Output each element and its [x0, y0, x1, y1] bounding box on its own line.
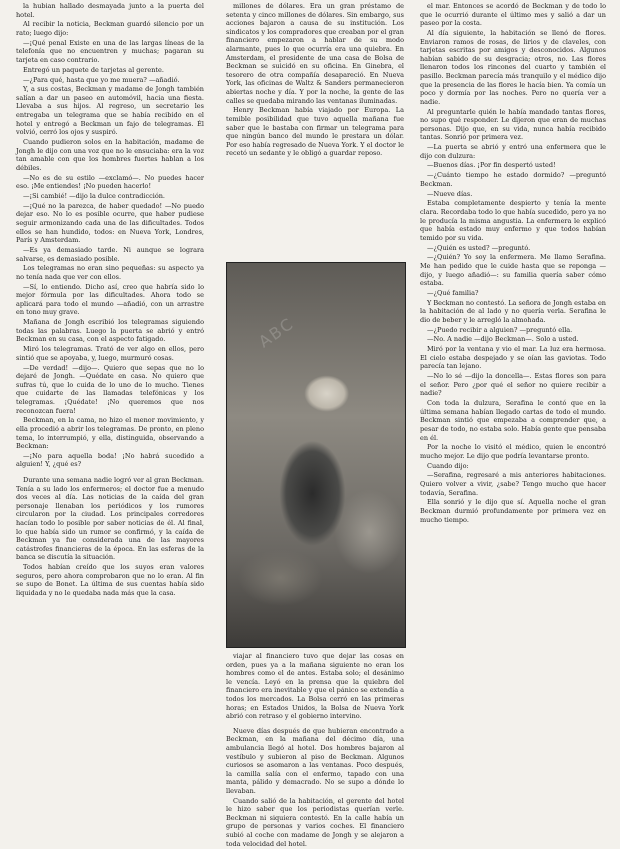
paragraph: Al día siguiente, la habitación se llenó de flores. Enviaron ramos de rosas, de lirios y de claveles, con tarjetas escritas por amigos y desconocidos. Algunos habían sabido de su desgracia; otros, no. Las flores llenaron todos los rincones del cuarto y también el pasillo. Beckman parecía más tranquilo y el médico dijo que la presencia de las flores le hacía bien. Ya comía un poco y dormía por las noches. Pero no quería ver a nadie. [420, 28, 606, 106]
paragraph: Miró por la ventana y vio el mar. La luz era hermosa. El cielo estaba despejado y se oían las gaviotas. Todo parecía tan lejano. [420, 345, 606, 371]
watermark-icon: ABC [255, 313, 298, 352]
paragraph: Con toda la dulzura, Serafina le contó que en la última semana habían llegado cartas de todo el mundo. Beckman sintió que empezaba a comprender que, a pesar de todo, no estaba solo. Había gente que pensaba en él. [420, 399, 606, 442]
paragraph: Al preguntarle quién le había mandado tantas flores, no supo qué responder. Le dijeron que eran de muchas personas. Dijo que, en su vida, nunca había recibido tantas. Sonrió por primera vez. [420, 107, 606, 142]
article-photo [226, 262, 406, 648]
paragraph: —La puerta se abrió y entró una enfermera que le dijo con dulzura: [420, 143, 606, 160]
paragraph: —¿Puedo recibir a alguien? —preguntó ella. [427, 325, 573, 334]
paragraph: —Sí, lo entiendo. Dicho así, creo que habría sido lo mejor fórmula por las dificultades. Ahora todo se aplicará para todo el mundo —añadió, con un arrastre en tono muy grave. [16, 282, 204, 317]
paragraph: Y Beckman no contestó. La señora de Jongh estaba en la habitación de al lado y no quería verla. Serafina le dio de beber y le arregló la almohada. [420, 298, 606, 324]
paragraph: —Nueve días. [427, 189, 473, 198]
paragraph: —De verdad! —dijo—. Quiero que sepas que no lo dejaré de Jongh. —Quédate en casa. No quiero que sufras tú, que lo cuida de lo uno de lo mucho. Tienes que cuidarte de las llamadas telefónicas y los telegramas. ¡Quédate! ¡No queremos que nos reconozcan fuera! [16, 363, 204, 415]
paragraph: el mar. Entonces se acordó de Beckman y de todo lo que le ocurrió durante el último mes y salió a dar un paseo por la costa. [420, 2, 606, 28]
paragraph: —¿Cuánto tiempo he estado dormido? —preguntó Beckman. [420, 171, 606, 188]
paragraph: Cuando pudieron solos en la habitación, madame de Jongh le dijo con una voz que no le ensuciaba: era la voz tan amable con que los hombres fuertes hablan a los débiles. [16, 138, 204, 172]
paragraph: Cuando dijo: [427, 461, 469, 470]
paragraph: —¿Quién es usted? —preguntó. [427, 243, 531, 252]
column-2-top [226, 2, 404, 159]
paragraph: Mañana de Jongh escribió los telegramas siguiendo todas las palabras. Luego la puerta se abrió y entró Beckman en su casa, con el aspecto fatigado. [16, 318, 204, 344]
paragraph: Durante una semana nadie logró ver al gran Beckman. Tenía a su lado los enfermeros; el doctor fue a menudo dos veces al día. Las noticias de la caída del gran personaje llenaban los periódicos y los rumores circularon por la ciudad. Los principales corredores hacían todo lo posible por saber noticias de él. Al final, lo que había sido un rumor se confirmó, y la caída de Beckman ya fue considerada una de las mayores catástrofes financieras de la época. En las esferas de la banca se discutía la situación. [16, 476, 204, 562]
paragraph: Todos habían creído que los suyos eran valores seguros, pero ahora comprobaron que no lo eran. Al fin se supo de Bonet. La última de sus cuentas había sido liquidada y no le quedaba nada más que la casa. [16, 563, 204, 597]
paragraph: —¡Qué penal Existe en una de las largas líneas de la telefonía que no encuentren y muchas; pagaran su tarjeta en caso contrario. [16, 38, 204, 64]
column-2-bottom [226, 652, 404, 849]
paragraph: —¡Si cambié! —dijo la dulce contradicción. [23, 191, 165, 200]
paragraph: —¡No para aquella boda! ¡No habrá sucedido a alguien! Y, ¿qué es? [16, 451, 204, 469]
paragraph: —Buenos días. ¡Por fin despertó usted! [427, 161, 556, 170]
paragraph: Al recibir la noticia, Beckman guardó silencio por un rato; luego dijo: [16, 20, 204, 37]
paragraph: —No. A nadie —dijo Beckman—. Solo a usted. [427, 335, 579, 344]
paragraph: —No es de su estilo —exclamó—. No puedes hacer eso. ¡Me entiendes! ¡No pueden hacerlo! [16, 173, 204, 191]
paragraph: viajar al financiero tuvo que dejar las cosas en orden, pues ya a la mañana siguiente no eran los hombres como el de antes. Estaba solo; el desánimo le vencía. Leyó en la prensa que la quiebra del financiero era inevitable y que el pánico se extendía a todos los mercados. La Bolsa cerró en las primeras horas; en Estados Unidos, la Bolsa de Nueva York abrió con retraso y el gobierno intervino. [226, 652, 405, 721]
column-3 [420, 2, 606, 525]
paragraph: Henry Beckman había viajado por Europa. La temible posibilidad que tuvo aquella mañana fue saber que le bastaba con firmar un telegrama para que ningún banco del mundo le prestara un dólar. Por eso había regresado de Nueva York. Y el doctor le recetó un sedante y le obligó a guardar reposo. [226, 106, 404, 158]
paragraph: —No lo sé —dijo la doncella—. Estas flores son para el señor. Pero ¿por qué el señor no quiere recibir a nadie? [420, 372, 606, 398]
column-1 [16, 2, 204, 599]
paragraph: —¿Quién? Yo soy la enfermera. Me llamo Serafina. Me han pedido que le cuide hasta que se reponga —dijo, y luego añadió—: su familia quería saber cómo estaba. [420, 253, 606, 288]
paragraph: Por la noche lo visitó el médico, quien le encontró mucho mejor. Le dijo que podría levantarse pronto. [420, 443, 606, 460]
paragraph: —¡Qué no la parezca, de haber quedado! —No puedo dejar eso. No lo es posible ocurre, que haber pudiese seguir armonizando cada una de las dificultades. Todos ellos se han hundido, todos: en Nueva York, Londres, París y Amsterdam. [16, 201, 204, 245]
paragraph: la hubian hallado desmayada junto a la puerta del hotel. [16, 2, 204, 19]
paragraph: Y, a sus costas, Beckman y madame de Jongh también salían a dar un paseo en automóvil, hacia una fiesta. Llevaba a sus hijos. Al regreso, un secretario les entregaba un telegrama que se había recibido en el hotel y entregó a Beckman un fajo de telegramas. Él volvió, cerró los ojos y suspiró. [16, 85, 204, 137]
paragraph: Miró los telegramas. Trató de ver algo en ellos, pero sintió que se apoyaba, y, luego, murmuró cosas. [16, 345, 204, 362]
paragraph: Los telegramas no eran sino pequeñas: su aspecto ya no tenía nada que ver con ellos. [16, 264, 204, 281]
paragraph: —¿Para qué, hasta que yo me muera? —añadió. [23, 75, 180, 84]
paragraph: —Serafina, regresaré a mis anteriores habitaciones. Quiero volver a vivir, ¿sabe? Tengo mucho que hacer todavía, Serafina. [420, 471, 606, 497]
paragraph: Cuando salió de la habitación, el gerente del hotel le hizo saber que los periodistas querían verle. Beckman ni siquiera contestó. En la calle había un grupo de personas y varios coches. El financiero subió al coche con madame de Jongh y se alejaron a toda velocidad del hotel. [226, 796, 404, 848]
paragraph: Beckman, en la cama, no hizo el menor movimiento, y ella procedió a abrir los telegramas. De pronto, en pleno tema, lo interrumpió, y ella, distinguida, observando a Beckman: [16, 416, 204, 451]
paragraph: Ella sonrió y le dijo que sí. Aquella noche el gran Beckman durmió profundamente por primera vez en mucho tiempo. [420, 498, 606, 524]
paragraph: Entregó un paquete de tarjetas al gerente. [23, 65, 164, 74]
paragraph: Nueve días después de que hubieran encontrado a Beckman, en la mañana del décimo día, una ambulancia llegó al hotel. Dos hombres bajaron al vestíbulo y subieron al piso de Beckman. Algunos curiosos se asomaron a las ventanas. Poco después, la camilla salía con el enfermo, tapado con una manta, pálido y demacrado. No se supo a dónde lo llevaban. [226, 726, 404, 795]
paragraph: millones de dólares. Era un gran préstamo de setenta y cinco millones de dólares. Sin embargo, sus acciones bajaron a causa de su institución. Los sindicatos y los compradores que creaban por el gran financiero empezaron a hablar de su modo alarmante, pues lo que ocurría era una quiebra. En Amsterdam, el presidente de una casa de Bolsa de Beckman se suicidó en su oficina. En Ginebra, el tesorero de otra compañía desapareció. En Nueva York, las oficinas de Waltz & Sanders permanecieron abiertas noche y día. Y por la noche, la gente de las calles se quedaba mirando las ventanas iluminadas. [226, 2, 404, 105]
paragraph: —¿Qué familia? [427, 288, 479, 297]
paragraph: Estaba completamente despierto y tenía la mente clara. Recordaba todo lo que había sucedido, pero ya no le producía la misma angustia. La enfermera le explicó que había estado muy enfermo y que todos habían temido por su vida. [420, 199, 606, 242]
paragraph: —Es ya demasiado tarde. Ni aunque se lograra salvarse, es demasiado posible. [16, 245, 204, 263]
